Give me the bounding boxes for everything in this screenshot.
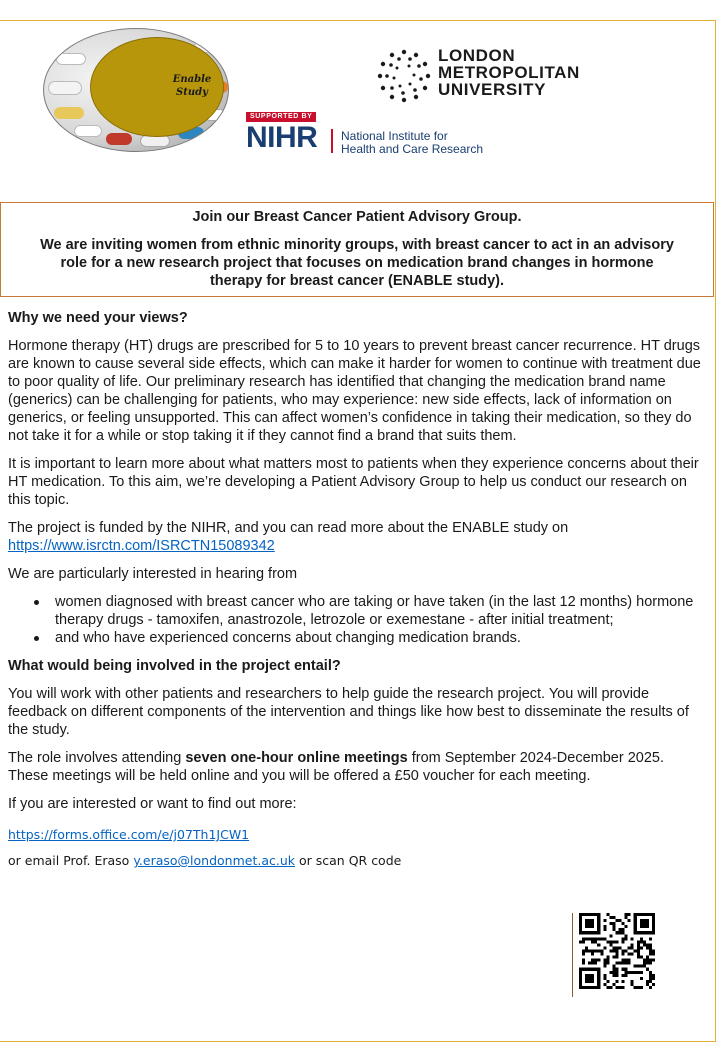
list-item: women diagnosed with breast cancer who are taking or have taken (in the last 12 months) hormone therapy drugs - tamoxifen, anastrozole, letrozole or exemestane - after initial treatment; [8,593,708,629]
criteria-list [8,593,708,647]
nihr-full-name: National Institute for Health and Care Research [341,129,484,156]
enable-study-logo [43,28,229,152]
why-paragraph-3: The project is funded by the NIHR, and you can read more about the ENABLE study on https://www.isrctn.com/ISRCTN15089342 [8,520,569,554]
forms-link[interactable]: https://forms.office.com/e/j07Th1JCW1 [8,827,250,842]
involved-paragraph-2: The role involves attending seven one-hour online meetings from September 2024-December 2025. These meetings will be held online and you will be offered a £50 voucher for each meeting. [8,750,665,784]
invitation-banner [0,202,714,297]
main-content [8,309,708,879]
email-line: or email Prof. Eraso y.eraso@londonmet.ac.uk or scan QR code [8,853,402,868]
enable-logo-text: Enable Study [172,74,212,98]
why-paragraph-2: It is important to learn more about what matters most to patients when they experience concerns about their HT medication. To this aim, we’re developing a Patient Advisory Group to help us conduct our research on this topic. [8,456,699,508]
meetings-emphasis: seven one-hour online meetings [185,750,408,766]
form-link-line [8,827,708,843]
list-item: and who have experienced concerns about changing medication brands. [8,629,708,647]
nihr-wordmark: NIHR [246,121,318,154]
why-heading: Why we need your views? [8,310,188,326]
london-met-logo [376,46,606,102]
qr-code-icon [579,913,655,989]
email-link[interactable]: y.eraso@londonmet.ac.uk [133,853,296,868]
banner-body: We are inviting women from ethnic minority groups, with breast cancer to act in an advisory role for a new research project that focuses on medication brand changes in hormone therapy for breast cancer (ENABLE study). [40,237,674,289]
qr-code[interactable] [572,913,656,997]
nihr-divider [331,129,333,153]
flyer-page [0,20,716,1042]
involved-paragraph-3: If you are interested or want to find out more: [8,796,297,812]
involved-heading: What would being involved in the project entail? [8,658,341,674]
involved-paragraph-1: You will work with other patients and researchers to help guide the research project. You will provide feedback on different components of the intervention and things like how best to disseminate the results of the study. [8,686,689,738]
lmu-dot-ring-icon [376,48,432,104]
interest-intro: We are particularly interested in hearing from [8,566,298,582]
isrctn-link[interactable]: https://www.isrctn.com/ISRCTN15089342 [8,538,275,554]
lmu-wordmark: LONDON METROPOLITAN UNIVERSITY [438,46,580,99]
nihr-supported-by: SUPPORTED BY [246,112,316,122]
nihr-logo [246,112,486,162]
why-paragraph-1: Hormone therapy (HT) drugs are prescribed for 5 to 10 years to prevent breast cancer recurrence. HT drugs are known to cause several side effects, which can make it harder for women to continue with treatment due to poor quality of life. Our preliminary research has identified that changing the medication brand name (generics) can be challenging for patients, who may experience: new side effects, lack of information on generics, or feeling unsupported. This can affect women’s confidence in taking their medication, so they do not take it for a while or stop taking it if they cannot find a brand that suits them. [8,338,701,444]
banner-title: Join our Breast Cancer Patient Advisory Group. [192,209,522,225]
